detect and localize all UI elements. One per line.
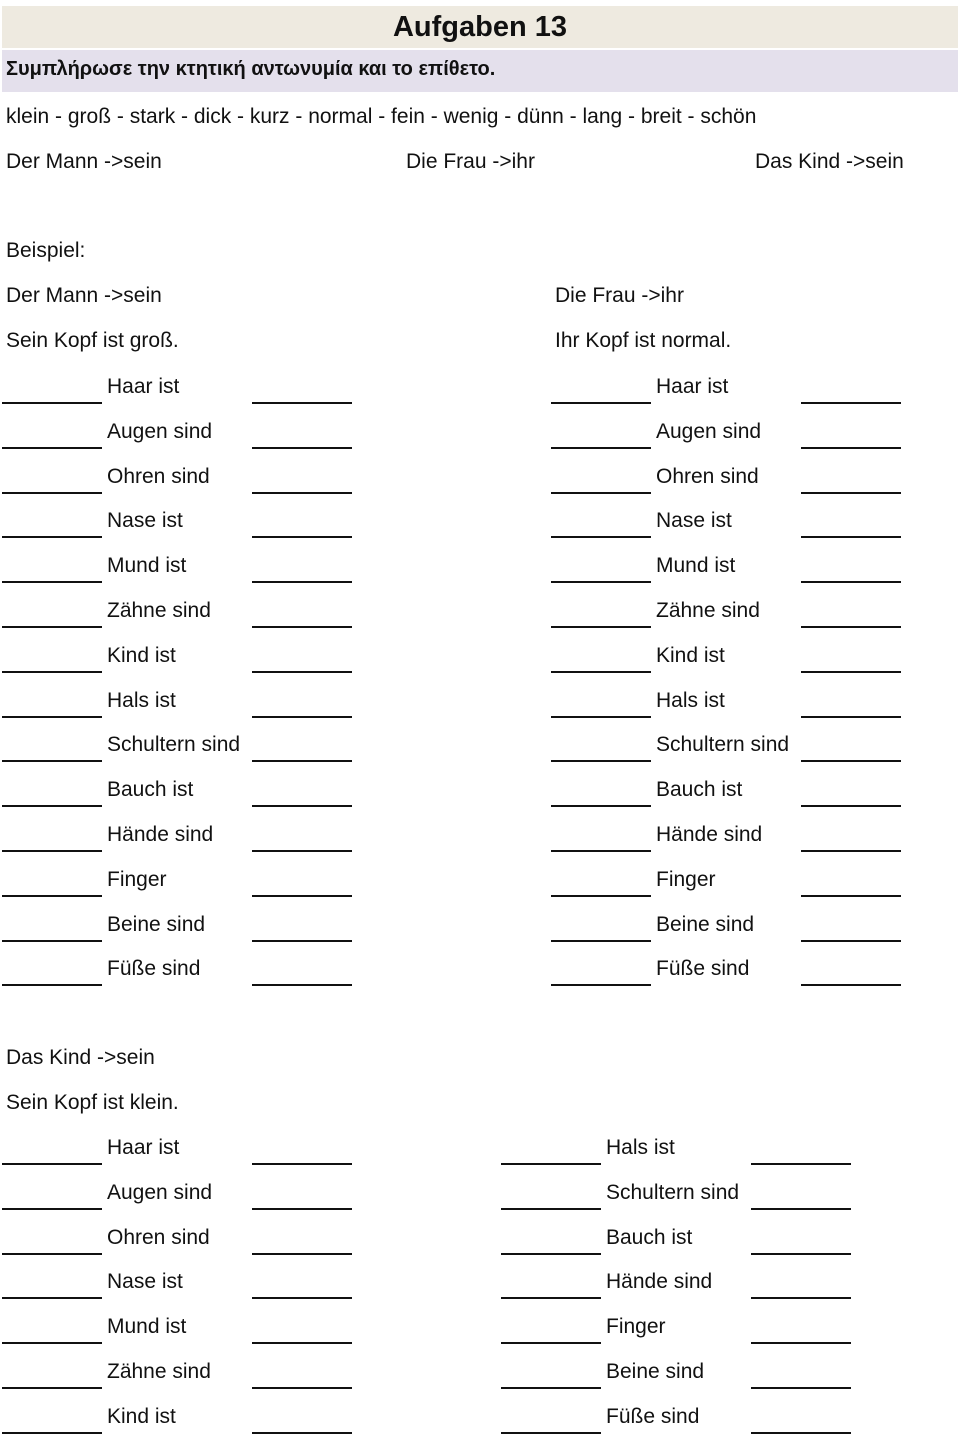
exercise-row (2, 912, 362, 957)
exercise-row (551, 912, 911, 957)
exercise-row (551, 598, 911, 643)
pronoun-blank[interactable] (551, 805, 651, 807)
adjective-blank[interactable] (801, 984, 901, 986)
exercise-row (501, 1314, 861, 1359)
pronoun-blank[interactable] (2, 1342, 102, 1344)
pronoun-blank[interactable] (551, 402, 651, 404)
exercise-row (2, 1135, 362, 1180)
instruction-text: Συμπλήρωσε την κτητική αντωνυμία και το επίθετο. (6, 58, 496, 80)
adjective-blank[interactable] (801, 447, 901, 449)
adjective-blank[interactable] (751, 1387, 851, 1389)
adjective-blank[interactable] (252, 492, 352, 494)
pronoun-blank[interactable] (2, 850, 102, 852)
pronoun-blank[interactable] (2, 671, 102, 673)
body-part-label: Beine sind (606, 1360, 705, 1383)
body-part-label: Augen sind (107, 1180, 213, 1204)
pronoun-blank[interactable] (551, 492, 651, 494)
pronoun-blank[interactable] (501, 1253, 601, 1255)
body-part-label: Augen sind (107, 419, 213, 443)
exercise-row (501, 1269, 861, 1314)
exercise-row (2, 822, 362, 867)
pronoun-blank[interactable] (551, 716, 651, 718)
adjective-blank[interactable] (751, 1163, 851, 1165)
body-part-label: Nase ist (107, 509, 183, 533)
body-part-label: Bauch ist (656, 778, 743, 802)
exercise-row (551, 419, 911, 464)
pronoun-blank[interactable] (2, 447, 102, 449)
adjective-blank[interactable] (252, 581, 352, 583)
exercise-row (501, 1135, 861, 1180)
body-part-label: Beine sind (656, 912, 755, 936)
body-part-label: Beine sind (107, 912, 206, 936)
adjective-blank[interactable] (801, 716, 901, 718)
pronoun-blank[interactable] (551, 626, 651, 628)
pronoun-mann: Der Mann ->sein (6, 150, 162, 173)
body-part-label: Kind ist (107, 643, 176, 667)
adjective-blank[interactable] (801, 805, 901, 807)
exercise-row (2, 688, 362, 733)
pronoun-blank[interactable] (551, 536, 651, 538)
body-part-label: Hände sind (107, 823, 214, 846)
adjective-blank[interactable] (252, 1387, 352, 1389)
pronoun-blank[interactable] (2, 402, 102, 404)
adjective-blank[interactable] (252, 895, 352, 897)
exercise-row (551, 777, 911, 822)
pronoun-blank[interactable] (551, 671, 651, 673)
exercise-row (2, 553, 362, 598)
adjective-blank[interactable] (751, 1342, 851, 1344)
exercise-row (551, 374, 911, 419)
adjective-blank[interactable] (252, 850, 352, 852)
body-part-label: Nase ist (107, 1270, 183, 1294)
body-part-label: Kind ist (656, 643, 725, 667)
exercise-row (2, 956, 362, 1001)
adjective-blank[interactable] (801, 671, 901, 673)
pronoun-blank[interactable] (2, 536, 102, 538)
pronoun-blank[interactable] (2, 716, 102, 718)
body-part-label: Füße sind (656, 957, 750, 981)
pronoun-blank[interactable] (2, 1208, 102, 1210)
exercise-row (2, 1269, 362, 1314)
pronoun-blank[interactable] (2, 940, 102, 942)
adjective-blank[interactable] (252, 760, 352, 762)
body-part-label: Ohren sind (656, 464, 759, 488)
body-part-label: Haar ist (107, 1136, 180, 1159)
exercise-row (2, 1359, 362, 1404)
exercise-row (2, 1404, 362, 1449)
exercise-row (2, 1314, 362, 1359)
section1-right-heading: Die Frau ->ihr (555, 284, 684, 307)
body-part-label: Bauch ist (107, 778, 194, 802)
exercise-row (551, 688, 911, 733)
example-label: Beispiel: (6, 239, 86, 262)
body-part-label: Füße sind (107, 957, 201, 981)
body-part-label: Hals ist (107, 688, 176, 712)
adjective-blank[interactable] (252, 1253, 352, 1255)
body-part-label: Hände sind (606, 1270, 713, 1294)
exercise-row (2, 464, 362, 509)
adjective-blank[interactable] (252, 402, 352, 404)
adjective-blank[interactable] (252, 626, 352, 628)
section1-left-heading: Der Mann ->sein (6, 284, 162, 307)
adjective-blank[interactable] (801, 895, 901, 897)
adjective-blank[interactable] (252, 1432, 352, 1434)
pronoun-blank[interactable] (501, 1208, 601, 1210)
exercise-row (2, 777, 362, 822)
adjective-blank[interactable] (801, 940, 901, 942)
exercise-row (501, 1404, 861, 1449)
pronoun-blank[interactable] (2, 895, 102, 897)
exercise-row (551, 956, 911, 1001)
exercise-row (2, 419, 362, 464)
body-part-label: Ohren sind (107, 464, 210, 488)
adjective-blank[interactable] (252, 1297, 352, 1299)
section1-right-example: Ihr Kopf ist normal. (555, 329, 732, 352)
pronoun-blank[interactable] (2, 1297, 102, 1299)
body-part-label: Mund ist (107, 1315, 187, 1339)
body-part-label: Haar ist (107, 375, 180, 398)
body-part-label: Schultern sind (107, 733, 241, 757)
section1-left-example: Sein Kopf ist groß. (6, 329, 179, 352)
exercise-row (2, 1180, 362, 1225)
adjective-blank[interactable] (801, 402, 901, 404)
pronoun-blank[interactable] (501, 1163, 601, 1165)
exercise-row (501, 1225, 861, 1270)
pronoun-blank[interactable] (551, 940, 651, 942)
adjective-blank[interactable] (252, 671, 352, 673)
adjective-blank[interactable] (801, 626, 901, 628)
body-part-label: Zähne sind (656, 599, 760, 622)
exercise-row (551, 508, 911, 553)
exercise-row (551, 867, 911, 912)
body-part-label: Finger (107, 867, 167, 891)
pronoun-blank[interactable] (2, 1432, 102, 1434)
pronoun-blank[interactable] (551, 984, 651, 986)
body-part-label: Hals ist (606, 1136, 675, 1159)
exercise-row (551, 464, 911, 509)
pronoun-blank[interactable] (2, 1387, 102, 1389)
body-part-label: Finger (656, 867, 716, 891)
adjective-blank[interactable] (252, 716, 352, 718)
pronoun-blank[interactable] (551, 895, 651, 897)
pronoun-blank[interactable] (2, 581, 102, 583)
adjective-blank[interactable] (252, 447, 352, 449)
body-part-label: Augen sind (656, 419, 762, 443)
adjective-blank[interactable] (801, 492, 901, 494)
adjective-blank[interactable] (751, 1208, 851, 1210)
body-part-label: Nase ist (656, 509, 732, 533)
section2-example: Sein Kopf ist klein. (6, 1091, 179, 1114)
adjective-list: klein - groß - stark - dick - kurz - normal - fein - wenig - dünn - lang - breit - schön (6, 105, 757, 128)
body-part-label: Bauch ist (606, 1225, 693, 1249)
body-part-label: Zähne sind (107, 1360, 211, 1383)
adjective-blank[interactable] (252, 1163, 352, 1165)
body-part-label: Hände sind (656, 823, 763, 846)
exercise-row (2, 867, 362, 912)
instruction-bar (2, 50, 958, 92)
exercise-row (551, 643, 911, 688)
adjective-blank[interactable] (801, 760, 901, 762)
page-title: Aufgaben 13 (392, 11, 568, 43)
pronoun-blank[interactable] (501, 1342, 601, 1344)
body-part-label: Schultern sind (606, 1180, 740, 1204)
pronoun-blank[interactable] (551, 447, 651, 449)
exercise-row (501, 1180, 861, 1225)
adjective-blank[interactable] (252, 1342, 352, 1344)
pronoun-blank[interactable] (2, 760, 102, 762)
pronoun-blank[interactable] (2, 1253, 102, 1255)
adjective-blank[interactable] (751, 1432, 851, 1434)
adjective-blank[interactable] (801, 850, 901, 852)
body-part-label: Füße sind (606, 1404, 700, 1428)
pronoun-blank[interactable] (551, 760, 651, 762)
adjective-blank[interactable] (252, 805, 352, 807)
pronoun-blank[interactable] (2, 492, 102, 494)
body-part-label: Kind ist (107, 1404, 176, 1428)
exercise-row (2, 643, 362, 688)
body-part-label: Ohren sind (107, 1225, 210, 1249)
body-part-label: Mund ist (107, 554, 187, 578)
pronoun-blank[interactable] (501, 1297, 601, 1299)
exercise-row (2, 1225, 362, 1270)
pronoun-blank[interactable] (2, 984, 102, 986)
body-part-label: Zähne sind (107, 599, 211, 622)
exercise-row (551, 822, 911, 867)
pronoun-blank[interactable] (2, 626, 102, 628)
adjective-blank[interactable] (751, 1297, 851, 1299)
exercise-row (501, 1359, 861, 1404)
exercise-row (2, 508, 362, 553)
pronoun-blank[interactable] (551, 581, 651, 583)
exercise-row (2, 598, 362, 643)
pronoun-blank[interactable] (551, 850, 651, 852)
pronoun-frau: Die Frau ->ihr (406, 150, 535, 173)
exercise-row (2, 374, 362, 419)
pronoun-blank[interactable] (501, 1432, 601, 1434)
pronoun-kind: Das Kind ->sein (755, 150, 904, 173)
adjective-blank[interactable] (252, 940, 352, 942)
title-bar (2, 6, 958, 48)
adjective-blank[interactable] (801, 536, 901, 538)
exercise-row (551, 732, 911, 777)
body-part-label: Mund ist (656, 554, 736, 578)
body-part-label: Schultern sind (656, 733, 790, 757)
section2-heading: Das Kind ->sein (6, 1046, 155, 1069)
body-part-label: Finger (606, 1315, 666, 1339)
adjective-blank[interactable] (252, 1208, 352, 1210)
exercise-row (2, 732, 362, 777)
body-part-label: Haar ist (656, 375, 729, 398)
pronoun-blank[interactable] (501, 1387, 601, 1389)
pronoun-blank[interactable] (2, 1163, 102, 1165)
exercise-row (551, 553, 911, 598)
adjective-blank[interactable] (801, 581, 901, 583)
adjective-blank[interactable] (252, 984, 352, 986)
adjective-blank[interactable] (252, 536, 352, 538)
pronoun-blank[interactable] (2, 805, 102, 807)
body-part-label: Hals ist (656, 688, 725, 712)
adjective-blank[interactable] (751, 1253, 851, 1255)
